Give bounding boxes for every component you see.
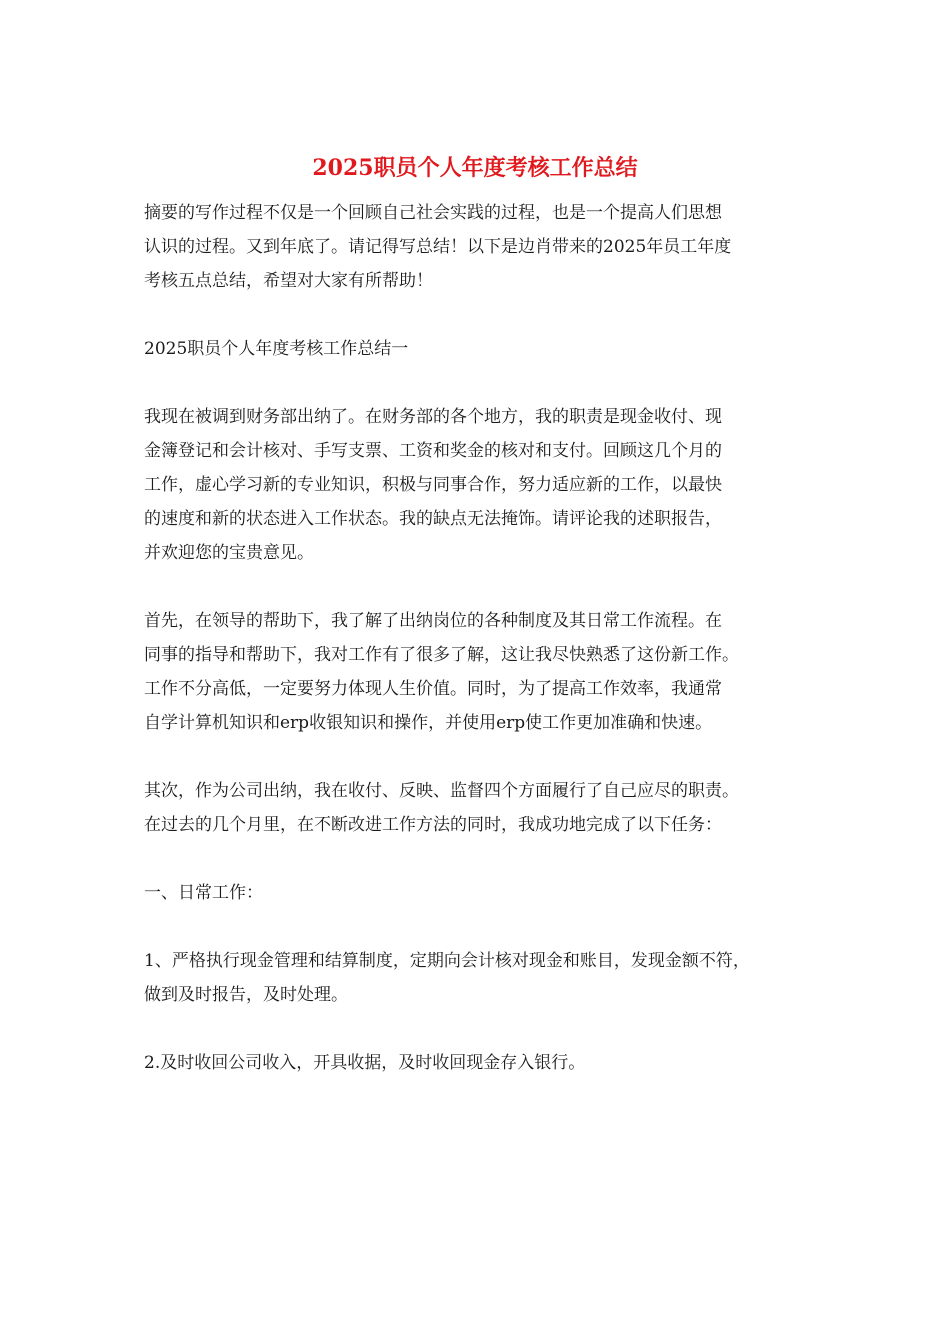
text-line: 1、严格执行现金管理和结算制度，定期向会计核对现金和账目，发现金额不符， [144,951,750,971]
text-line: 认识的过程。又到年底了。请记得写总结！以下是边肖带来的2025年员工年度 [144,237,732,257]
list-item [144,944,824,1012]
text-line: 工作不分高低，一定要努力体现人生价值。同时，为了提高工作效率，我通常 [144,679,722,699]
paragraph-first [144,604,824,740]
text-line: 一、日常工作： [144,883,263,903]
text-line: 金簿登记和会计核对、手写支票、工资和奖金的核对和支付。回顾这几个月的 [144,441,722,461]
paragraph-intro [144,400,824,570]
text-line: 摘要的写作过程不仅是一个回顾自己社会实践的过程，也是一个提高人们思想 [144,203,722,223]
text-line: 自学计算机知识和erp收银知识和操作，并使用erp使工作更加准确和快速。 [144,713,713,733]
text-line: 在过去的几个月里，在不断改进工作方法的同时，我成功地完成了以下任务： [144,815,722,835]
text-line: 做到及时报告，及时处理。 [144,985,348,1005]
paragraph-abstract [144,196,824,298]
text-line: 2.及时收回公司收入，开具收据，及时收回现金存入银行。 [144,1053,586,1073]
text-line: 同事的指导和帮助下，我对工作有了很多了解，这让我尽快熟悉了这份新工作。 [144,645,739,665]
list-item [144,1046,824,1080]
document-title: 2025职员个人年度考核工作总结 [312,155,638,181]
document-body [144,196,824,1114]
section-heading [144,332,824,366]
paragraph-second [144,774,824,842]
text-line: 其次，作为公司出纳，我在收付、反映、监督四个方面履行了自己应尽的职责。 [144,781,739,801]
text-line: 的速度和新的状态进入工作状态。我的缺点无法掩饰。请评论我的述职报告， [144,509,722,529]
text-line: 我现在被调到财务部出纳了。在财务部的各个地方，我的职责是现金收付、现 [144,407,722,427]
text-line: 考核五点总结，希望对大家有所帮助！ [144,271,433,291]
list-heading [144,876,824,910]
text-line: 首先，在领导的帮助下，我了解了出纳岗位的各种制度及其日常工作流程。在 [144,611,722,631]
text-line: 工作，虚心学习新的专业知识，积极与同事合作，努力适应新的工作，以最快 [144,475,722,495]
text-line: 2025职员个人年度考核工作总结一 [144,339,409,359]
text-line: 并欢迎您的宝贵意见。 [144,543,314,563]
